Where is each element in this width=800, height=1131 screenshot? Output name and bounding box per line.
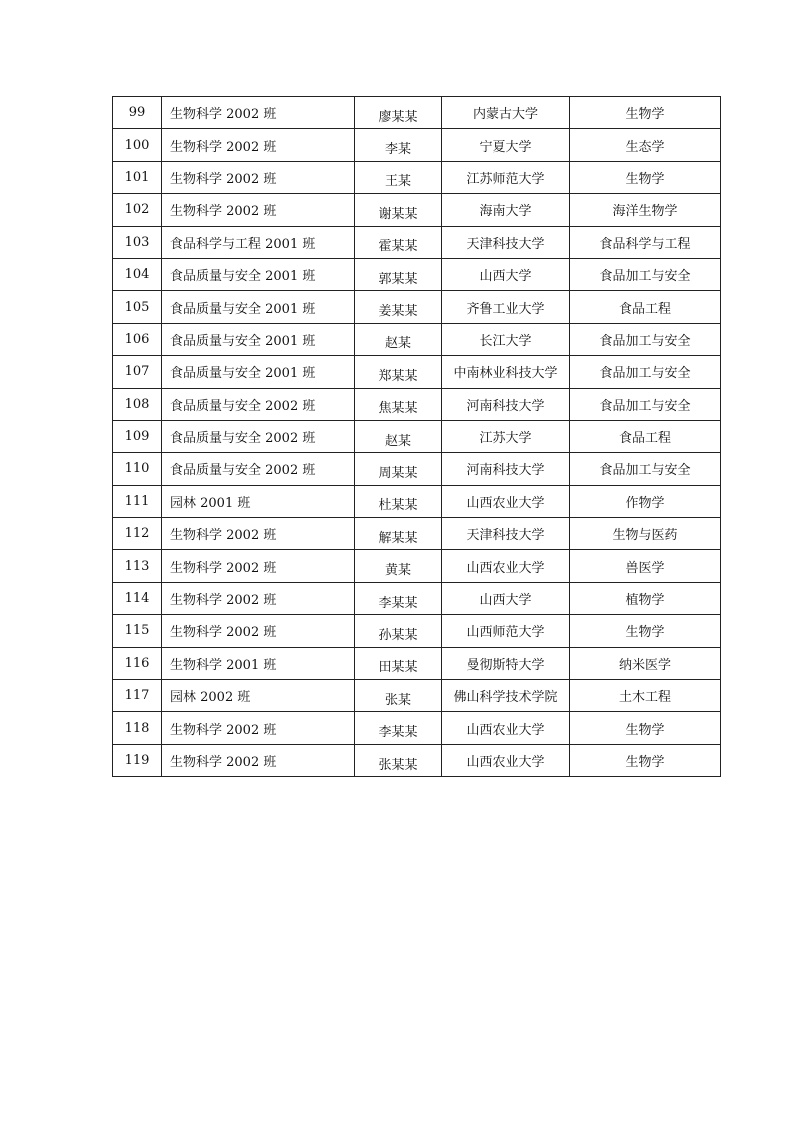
table-row	[113, 647, 721, 679]
row-number-cell: 108	[113, 388, 162, 420]
row-number-cell: 115	[113, 615, 162, 647]
class-cell: 食品质量与安全 2002 班	[162, 388, 355, 420]
major-cell: 食品加工与安全	[570, 356, 721, 388]
class-cell: 食品质量与安全 2001 班	[162, 258, 355, 290]
major-cell: 兽医学	[570, 550, 721, 582]
major-cell: 生物学	[570, 615, 721, 647]
admitted-school-cell: 天津科技大学	[442, 518, 570, 550]
table-row	[113, 194, 721, 226]
row-number-cell: 114	[113, 582, 162, 614]
student-name-cell: 周某某	[355, 453, 442, 485]
class-cell: 生物科学 2002 班	[162, 194, 355, 226]
student-name-cell: 解某某	[355, 518, 442, 550]
major-cell: 海洋生物学	[570, 194, 721, 226]
student-name-cell: 杜某某	[355, 485, 442, 517]
student-name-cell: 孙某某	[355, 615, 442, 647]
row-number-cell: 100	[113, 129, 162, 161]
major-cell: 生物学	[570, 744, 721, 776]
class-cell: 生物科学 2001 班	[162, 647, 355, 679]
table-row	[113, 453, 721, 485]
table-row	[113, 615, 721, 647]
major-cell: 食品加工与安全	[570, 453, 721, 485]
admitted-school-cell: 曼彻斯特大学	[442, 647, 570, 679]
table-row	[113, 129, 721, 161]
table-row	[113, 323, 721, 355]
major-cell: 生物学	[570, 161, 721, 193]
table-row	[113, 550, 721, 582]
admission-table-body	[113, 97, 721, 777]
admitted-school-cell: 山西农业大学	[442, 550, 570, 582]
admitted-school-cell: 山西师范大学	[442, 615, 570, 647]
class-cell: 生物科学 2002 班	[162, 582, 355, 614]
class-cell: 生物科学 2002 班	[162, 744, 355, 776]
row-number-cell: 99	[113, 97, 162, 129]
row-number-cell: 118	[113, 712, 162, 744]
major-cell: 生物与医药	[570, 518, 721, 550]
table-row	[113, 712, 721, 744]
student-name-cell: 姜某某	[355, 291, 442, 323]
table-row	[113, 420, 721, 452]
admitted-school-cell: 山西大学	[442, 258, 570, 290]
major-cell: 土木工程	[570, 680, 721, 712]
student-name-cell: 李某	[355, 129, 442, 161]
class-cell: 园林 2002 班	[162, 680, 355, 712]
row-number-cell: 116	[113, 647, 162, 679]
student-name-cell: 廖某某	[355, 97, 442, 129]
student-name-cell: 李某某	[355, 712, 442, 744]
class-cell: 食品质量与安全 2002 班	[162, 453, 355, 485]
admitted-school-cell: 长江大学	[442, 323, 570, 355]
admitted-school-cell: 山西大学	[442, 582, 570, 614]
admitted-school-cell: 内蒙古大学	[442, 97, 570, 129]
table-row	[113, 388, 721, 420]
student-name-cell: 张某某	[355, 744, 442, 776]
table-row	[113, 485, 721, 517]
admitted-school-cell: 山西农业大学	[442, 712, 570, 744]
student-name-cell: 李某某	[355, 582, 442, 614]
class-cell: 食品质量与安全 2001 班	[162, 323, 355, 355]
table-row	[113, 582, 721, 614]
major-cell: 食品加工与安全	[570, 258, 721, 290]
student-name-cell: 赵某	[355, 420, 442, 452]
major-cell: 食品科学与工程	[570, 226, 721, 258]
table-row	[113, 291, 721, 323]
class-cell: 园林 2001 班	[162, 485, 355, 517]
class-cell: 食品质量与安全 2001 班	[162, 356, 355, 388]
student-name-cell: 黄某	[355, 550, 442, 582]
class-cell: 生物科学 2002 班	[162, 712, 355, 744]
row-number-cell: 110	[113, 453, 162, 485]
major-cell: 生物学	[570, 97, 721, 129]
student-name-cell: 霍某某	[355, 226, 442, 258]
admitted-school-cell: 宁夏大学	[442, 129, 570, 161]
student-name-cell: 田某某	[355, 647, 442, 679]
table-row	[113, 226, 721, 258]
row-number-cell: 106	[113, 323, 162, 355]
admitted-school-cell: 河南科技大学	[442, 388, 570, 420]
table-row	[113, 680, 721, 712]
admitted-school-cell: 齐鲁工业大学	[442, 291, 570, 323]
row-number-cell: 103	[113, 226, 162, 258]
class-cell: 食品质量与安全 2002 班	[162, 420, 355, 452]
admitted-school-cell: 山西农业大学	[442, 485, 570, 517]
major-cell: 食品加工与安全	[570, 323, 721, 355]
class-cell: 食品科学与工程 2001 班	[162, 226, 355, 258]
student-name-cell: 郑某某	[355, 356, 442, 388]
major-cell: 植物学	[570, 582, 721, 614]
admitted-school-cell: 天津科技大学	[442, 226, 570, 258]
row-number-cell: 105	[113, 291, 162, 323]
major-cell: 作物学	[570, 485, 721, 517]
admitted-school-cell: 江苏师范大学	[442, 161, 570, 193]
row-number-cell: 111	[113, 485, 162, 517]
student-name-cell: 赵某	[355, 323, 442, 355]
student-name-cell: 王某	[355, 161, 442, 193]
admitted-school-cell: 河南科技大学	[442, 453, 570, 485]
major-cell: 食品工程	[570, 420, 721, 452]
table-row	[113, 518, 721, 550]
row-number-cell: 117	[113, 680, 162, 712]
major-cell: 食品工程	[570, 291, 721, 323]
table-row	[113, 356, 721, 388]
table-row	[113, 744, 721, 776]
major-cell: 纳米医学	[570, 647, 721, 679]
row-number-cell: 113	[113, 550, 162, 582]
admission-table	[112, 96, 721, 777]
admitted-school-cell: 山西农业大学	[442, 744, 570, 776]
admitted-school-cell: 中南林业科技大学	[442, 356, 570, 388]
table-row	[113, 161, 721, 193]
class-cell: 生物科学 2002 班	[162, 129, 355, 161]
major-cell: 生态学	[570, 129, 721, 161]
row-number-cell: 112	[113, 518, 162, 550]
row-number-cell: 101	[113, 161, 162, 193]
class-cell: 生物科学 2002 班	[162, 161, 355, 193]
major-cell: 生物学	[570, 712, 721, 744]
row-number-cell: 119	[113, 744, 162, 776]
student-name-cell: 谢某某	[355, 194, 442, 226]
student-name-cell: 张某	[355, 680, 442, 712]
row-number-cell: 107	[113, 356, 162, 388]
student-name-cell: 焦某某	[355, 388, 442, 420]
admitted-school-cell: 佛山科学技术学院	[442, 680, 570, 712]
row-number-cell: 104	[113, 258, 162, 290]
class-cell: 食品质量与安全 2001 班	[162, 291, 355, 323]
class-cell: 生物科学 2002 班	[162, 97, 355, 129]
class-cell: 生物科学 2002 班	[162, 550, 355, 582]
row-number-cell: 109	[113, 420, 162, 452]
table-row	[113, 97, 721, 129]
class-cell: 生物科学 2002 班	[162, 518, 355, 550]
row-number-cell: 102	[113, 194, 162, 226]
admitted-school-cell: 江苏大学	[442, 420, 570, 452]
admitted-school-cell: 海南大学	[442, 194, 570, 226]
class-cell: 生物科学 2002 班	[162, 615, 355, 647]
student-name-cell: 郭某某	[355, 258, 442, 290]
table-row	[113, 258, 721, 290]
major-cell: 食品加工与安全	[570, 388, 721, 420]
